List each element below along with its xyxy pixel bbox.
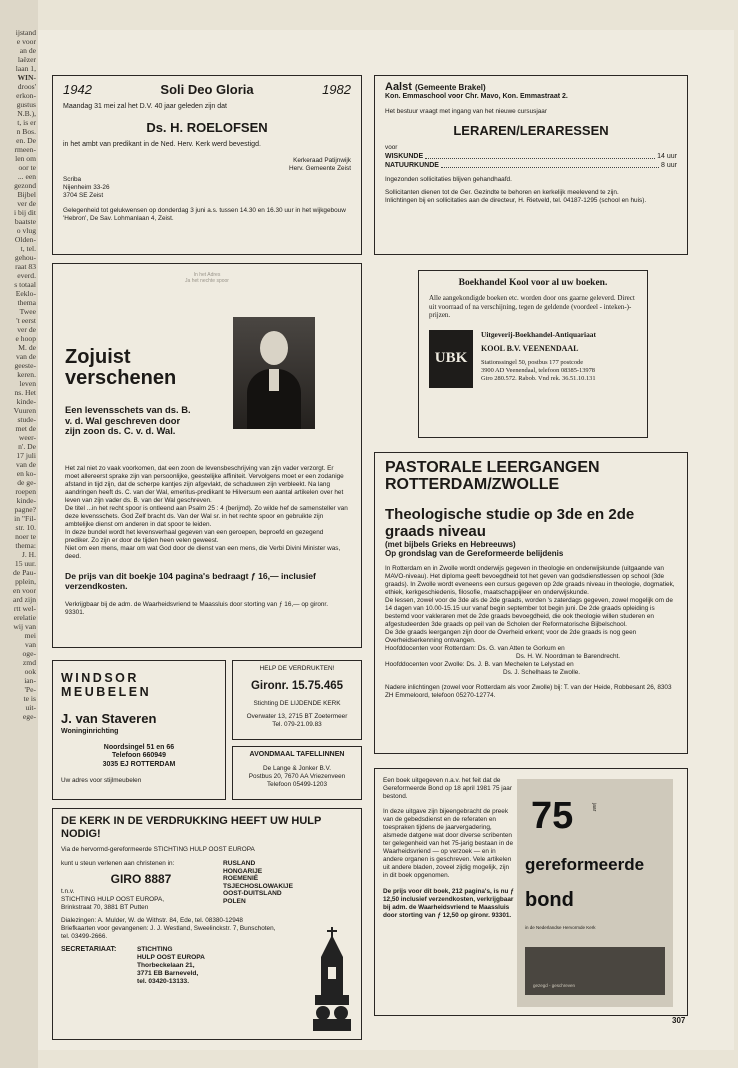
margin-line: erkon-: [16, 91, 36, 100]
margin-line: weer-: [18, 433, 36, 442]
avondmaal-title: AVONDMAAL TAFELLINNEN: [249, 751, 345, 758]
margin-line: in "Fil-: [14, 514, 36, 523]
margin-line: ns. Het: [14, 388, 36, 397]
secretariaat-label: SECRETARIAAT:: [61, 946, 117, 953]
margin-line: ver de: [17, 199, 36, 208]
bond-body: In deze uitgave zijn bijeengebracht de preek van de gebedsdienst en de referaten en toespraken tijdens de jaarvergadering, alsmede datgene wat door diverse scribenten ter gelegenheid van het 75-jarig bestaan in de Waarheidsvriend — op verzoek — en in andere organen is geschreven. Vele artikelen uit andere bladen, zoveel zijdig mogelijk, zijn in dit boek opgenomen.: [383, 808, 514, 879]
pastorale-sub2: (met bijbels Grieks en Hebreeuws): [385, 540, 516, 549]
pastorale-body: In Rotterdam en in Zwolle wordt onderwijs gegeven in theologie en onderwijskunde (uitgaande van MAVO-niveau). Het diploma geeft bevoegdheid tot het geven van godsdienstlessen op school (3de graads). In Zwolle wordt eveneens een cursus gegeven op 2de graads niveau in theologie, dogmatiek, ethiek, kerkgeschiedenis, filosofie, maatschappijleer en onderwijskunde. De lessen, zowel voor de 3de als de 2de graads, worden 's zaterdags gegeven, zowel mogelijk om de 14 dagen van 10.00-15.15 uur vanaf begin september tot begin juni. De 2de graads opleiding is bestemd voor vakleraren met de 2de graads bevoegdheid, die ook theologie willen studeren en afgestudeerden 3de graads op peil van de Scholen der Reformatorische Bijbelschool. De 3de graads leergangen zijn door de Overheid erkent; voor de 2de graads is nog geen Overheidserkenning ontvangen.: [385, 565, 675, 644]
margin-line: droos': [17, 82, 36, 91]
margin-line: stude-: [17, 415, 36, 424]
lijdende-giro: Gironr. 15.75.465: [250, 680, 344, 692]
lijdende-top: HELP DE VERDRUKTEN!: [259, 665, 335, 672]
hours-1: 14 uur: [657, 152, 677, 160]
hulp-oost-europa-ad: [52, 808, 362, 1040]
gereformeerde-bond-ad: [374, 768, 688, 1016]
margin-line: uit-: [25, 703, 36, 712]
margin-line: laëzer: [17, 55, 36, 64]
margin-line: o vlug: [16, 226, 36, 235]
cover-bottom: gezegd - geschreven: [533, 983, 576, 988]
margin-line: ijstand: [15, 28, 36, 37]
margin-line: 't eerst: [16, 316, 36, 325]
avondmaal-ad: [232, 746, 362, 800]
margin-line: i bij dit: [14, 208, 36, 217]
margin-line: Twee: [19, 307, 36, 316]
windsor-ad: [52, 660, 226, 800]
margin-line: an de: [19, 46, 36, 55]
margin-line: pplein,: [15, 577, 36, 586]
margin-line: n'. De: [18, 442, 36, 451]
margin-line: Bijbel: [17, 190, 36, 199]
hulp-giro: GIRO 8887: [110, 872, 172, 886]
margin-line: t, tel.: [20, 244, 36, 253]
margin-line: everd.: [17, 271, 36, 280]
margin-line: oor te: [18, 163, 36, 172]
aalst-school: Kon. Emmaschool voor Chr. Mavo, Kon. Emmastraat 2.: [385, 93, 568, 100]
faint-text-1: In het Adres: [193, 272, 221, 278]
zojuist-ad: [52, 263, 362, 648]
pastorale-footer: Nadere inlichtingen (zowel voor Rotterdam als voor Zwolle) bij: T. van der Heide, Robbesant 26, 8303 ZH Emmeloord, telefoon 05270-12774.: [385, 684, 672, 699]
aalst-p3: Inlichtingen bij en sollicitaties aan de directeur, H. Rietveld, tel. 04187-1295 (school en huis).: [385, 196, 647, 204]
hulp-dialezingen: Dialezingen: A. Mulder, W. de Withstr. 84, Ede, tel. 08380-12948: [61, 917, 243, 924]
docenten-zwolle-2: Ds. J. Schelhaas te Zwolle.: [503, 669, 581, 676]
faint-text-2: Ja het nechte spoor: [185, 278, 229, 284]
soli-footer: Gelegenheid tot gelukwensen op donderdag 3 juni a.s. tussen 14.30 en 16.30 uur in het wijkgebouw 'Hebron', De Sav. Lohmanlaan 4, Zeist.: [63, 207, 346, 223]
margin-line: 17 juli: [16, 451, 36, 460]
page-number: 307: [672, 1016, 686, 1025]
margin-line: kinde-: [16, 496, 36, 505]
year-right: 1982: [322, 82, 351, 97]
pastorale-ad: [374, 452, 688, 754]
church-icon: [309, 927, 355, 1031]
lijdende-addr: Overwater 13, 2715 BT Zoetermeer: [246, 713, 348, 720]
hulp-stichting: STICHTING HULP OOST EUROPA,: [61, 896, 164, 903]
aalst-voor: voor: [385, 143, 398, 151]
cover-line1: gereformeerde: [525, 855, 645, 874]
ubk-logo: UBK: [429, 330, 473, 388]
soli-addr2: Nijenheim 33-26: [63, 184, 110, 192]
country-item: POLEN: [223, 897, 246, 905]
kool-ad: [418, 270, 648, 438]
aalst-p2: Sollicitanten dienen tot de Ger. Gezindte te behoren en kerkelijk meelevend te zijn.: [385, 188, 619, 196]
margin-line: 'Pe-: [24, 685, 36, 694]
zojuist-order: Verkrijgbaar bij de adm. de Waarheidsvriend te Maassluis door storting van ƒ 16,— op gironr. 93301.: [65, 600, 328, 616]
margin-line: rmeen-: [14, 145, 36, 154]
avondmaal-l2: Postbus 20, 7670 AA Vriezenveen: [248, 773, 346, 780]
zojuist-body: Het zal niet zo vaak voorkomen, dat een zoon de levensbeschrijving van zijn vader verzorgt. Er moet allereerst sprake zijn van persoonlijke, geestelijke affiniteit. Vervolgens moet er een zodanige afstand in tijd zijn, dat de scherpe kantjes zijn afgevlakt, de schaduwen zijn verbleekt. Na lang aandringen heeft ds. C. van der Wal, emeritus-predikant te Hilversum een aantal artikelen over het leven van zijn vader ds. B. van der Wal geschreven. De titel ...in het recht spoor is ontleend aan Psalm 25 : 4 (berijmd). Zo wilde hef de samensteller van deze levensschets. God Zelf bracht ds. Van der Wal sr. in het rechte spoor en gebruikte zijn ambtelijke dienst om anderen in dat spoor te leiden. In deze bundel wordt het levensverhaal gegeven van een geroepen, beproefd en gezegend prediker. Zo zijn er door de tijden heen velen geweest. Niet om een mens, maar om wat God door de dienst van een mens, die Verbi Divini Minister was, deed.: [65, 464, 348, 560]
margin-line: met de: [15, 424, 36, 433]
cover-number: 75: [531, 795, 574, 837]
country-item: HONGARIJE: [223, 867, 263, 875]
margin-line: baatste: [14, 217, 36, 226]
margin-line: ook: [24, 667, 36, 676]
margin-line: M. de: [18, 343, 36, 352]
margin-line: ... een: [17, 172, 36, 181]
hulp-intro: Via de hervormd-gereformeerde STICHTING HULP OOST EUROPA: [61, 846, 255, 853]
country-item: TSJECHOSLOWAKIJE: [223, 882, 293, 890]
margin-line: en ko-: [16, 469, 36, 478]
margin-line: en. De: [16, 136, 36, 145]
aalst-ad: [374, 75, 688, 255]
margin-line: erelatie: [13, 613, 36, 622]
margin-line: J. H.: [21, 550, 36, 559]
countries-list: [223, 860, 293, 912]
margin-line: e hoop: [15, 334, 36, 343]
margin-line: geeste-: [14, 361, 36, 370]
kool-name: KOOL B.V. VEENENDAAL: [481, 343, 579, 353]
lijdende-stichting: Stichting DE LIJDENDE KERK: [253, 700, 341, 707]
kool-line1: Stationssingel 50, postbus 177 postcode: [481, 358, 584, 366]
margin-line: str. 10.: [15, 523, 36, 532]
margin-line: ian-: [24, 676, 36, 685]
margin-line: N.B.),: [17, 109, 36, 118]
margin-line: Eeklo-: [15, 289, 36, 298]
windsor-line2: MEUBELEN: [61, 685, 152, 699]
kool-heading: Boekhandel Kool voor al uw boeken.: [458, 278, 608, 288]
hulp-tnv: t.n.v.: [61, 888, 75, 895]
pastorale-subtitle: Theologische studie op 3de en 2de graads niveau: [385, 506, 635, 540]
secretariaat-line: 3771 EB Barneveld,: [137, 970, 199, 977]
aalst-intro: Het bestuur vraagt met ingang van het nieuwe cursusjaar: [385, 107, 547, 115]
soli-deo-gloria-ad: [52, 75, 362, 255]
margin-line: s totaal: [14, 280, 36, 289]
windsor-footer: Uw adres voor stijlmeubelen: [61, 777, 142, 785]
zojuist-title-2: verschenen: [65, 367, 177, 389]
docenten-zwolle: Hoofddocenten voor Zwolle: Ds. J. B. van Mechelen te Lelystad en: [385, 661, 574, 668]
margin-line: de ge-: [17, 478, 36, 487]
hulp-kunt: kunt u steun verlenen aan christenen in:: [61, 860, 175, 867]
windsor-addr2: Telefoon 660949: [112, 752, 166, 760]
aalst-heading: LERAREN/LERARESSEN: [453, 122, 609, 138]
margin-line: van de: [15, 460, 36, 469]
margin-line: te is: [23, 694, 36, 703]
hulp-briefkaarten: Briefkaarten voor gevangenen: J. J. Westland, Sweelinckstr. 7, Bunschoten, tel. 03499-2666.: [61, 925, 276, 940]
book-cover: [517, 779, 673, 1007]
kool-body: Alle aangekondigde boeken etc. worden door ons gaarne geleverd. Direct uit voorraad of na verschijning, tegen de geldende (voordeel - inteken-)-prijzen.: [429, 294, 635, 320]
avondmaal-l3: Telefoon 05499-1203: [266, 781, 328, 788]
margin-line: Vuuren: [13, 406, 36, 415]
bond-intro: Een boek uitgegeven n.a.v. het feit dat de Gereformeerde Bond op 18 april 1981 75 jaar bestond.: [383, 777, 512, 800]
soli-sign2: Herv. Gemeente Zeist: [288, 165, 351, 173]
margin-line: van de: [15, 352, 36, 361]
country-item: RUSLAND: [223, 860, 256, 867]
zojuist-subtitle: Een levensschets van ds. B. v. d. Wal geschreven door zijn zoon ds. C. v. d. Wal.: [65, 404, 191, 437]
margin-line: zmd: [22, 658, 36, 667]
pastorale-sub3: Op grondslag van de Gereformeerde belijdenis: [385, 549, 564, 558]
windsor-line1: WINDSOR: [61, 671, 139, 685]
hulp-title: DE KERK IN DE VERDRUKKING HEEFT UW HULP NODIG!: [61, 815, 322, 840]
subject-1: WISKUNDE: [385, 152, 424, 160]
windsor-addr3: 3035 EJ ROTTERDAM: [102, 760, 176, 768]
margin-line: keren.: [17, 370, 36, 379]
zojuist-title-1: Zojuist: [65, 346, 131, 368]
secretariaat-line: Thorbeckelaan 21,: [137, 962, 195, 969]
windsor-sub: Woninginrichting: [61, 728, 119, 735]
year-left: 1942: [63, 82, 92, 97]
margin-line: gustus: [16, 100, 36, 109]
margin-line: Olden-: [14, 235, 36, 244]
prev-page-margin: [0, 28, 36, 1038]
margin-line: kinde-: [16, 397, 36, 406]
margin-line: van: [25, 640, 36, 649]
country-item: OOST-DUITSLAND: [223, 890, 282, 898]
docenten-rotterdam-2: Ds. H. W. Noordman te Barendrecht.: [516, 653, 621, 660]
avondmaal-l1: De Lange & Jonker B.V.: [263, 765, 331, 772]
margin-line: rtt wel-: [13, 604, 36, 613]
lijdende-kerk-ad: [232, 660, 362, 740]
margin-line: ard zijn: [13, 595, 36, 604]
soli-line2: in het ambt van predikant in de Ned. Herv. Kerk werd bevestigd.: [63, 140, 261, 148]
secretariaat-line: STICHTING: [137, 946, 173, 953]
aalst-title: Aalst: [385, 81, 412, 93]
kool-publisher: Uitgeverij-Boekhandel-Antiquariaat: [481, 329, 596, 339]
margin-line: wij van: [13, 622, 36, 631]
soli-addr1: Scriba: [63, 176, 82, 184]
pastorale-title: PASTORALE LEERGANGEN ROTTERDAM/ZWOLLE: [385, 459, 600, 493]
margin-line: gezond: [14, 181, 36, 190]
windsor-name: J. van Staveren: [61, 711, 157, 726]
soli-title: Soli Deo Gloria: [160, 82, 254, 97]
secretariaat-line: tel. 03420-13133.: [137, 978, 190, 985]
margin-line: noer te: [15, 532, 36, 541]
margin-line: pagne?: [14, 505, 36, 514]
margin-line: oge-: [22, 649, 36, 658]
aalst-p1: Ingezonden sollicitaties blijven gehandhaafd.: [385, 175, 512, 183]
lijdende-tel: Tel. 079-21.09.83: [272, 721, 322, 728]
cover-jaar: jaar: [591, 803, 597, 812]
bond-price: De prijs voor dit boek, 212 pagina's, is nu ƒ 12,50 inclusief verzendkosten, verkrijgbaar bij adm. de Waarheidsvriend te Maassluis door storting van ƒ 12,50 op gironr. 93301.: [383, 888, 514, 919]
soli-addr3: 3704 SE Zeist: [63, 192, 104, 200]
soli-sign1: Kerkeraad Patijnwijk: [293, 157, 351, 165]
secretariaat-line: HULP OOST EUROPA: [137, 954, 205, 961]
portrait-photo: [233, 317, 315, 429]
margin-line: thema: [17, 298, 36, 307]
docenten-rotterdam: Hoofddocenten voor Rotterdam: Ds. G. van Atten te Gorkum en: [385, 645, 565, 652]
margin-line: 15 uur.: [14, 559, 36, 568]
margin-line: gehou-: [14, 253, 36, 262]
margin-line: ver de: [17, 325, 36, 334]
soli-name: Ds. H. ROELOFSEN: [146, 119, 268, 135]
cover-line2: bond: [525, 889, 574, 911]
margin-line: len om: [15, 154, 36, 163]
secretariaat-address: [137, 946, 205, 986]
margin-line: roepen: [15, 487, 36, 496]
margin-line: de Pau-: [13, 568, 36, 577]
margin-line: n Bos.: [16, 127, 36, 136]
subject-2: NATUURKUNDE: [385, 161, 439, 169]
margin-line: e voor: [16, 37, 36, 46]
country-item: ROEMENIË: [223, 875, 259, 883]
margin-line: raat 83: [15, 262, 36, 271]
aalst-subtitle: (Gemeente Brakel): [414, 83, 486, 92]
margin-line: t, is er: [17, 118, 36, 127]
margin-line: ege-: [22, 712, 36, 721]
kool-line3: Giro 280.572. Rabob. Vnd rek. 36.51.10.131: [481, 374, 596, 382]
kool-line2: 3900 AD Veenendaal, telefoon 08385-13978: [481, 366, 595, 374]
cover-line3: in de Nederlandse Hervormde Kerk: [525, 925, 596, 930]
margin-line: en voor: [13, 586, 36, 595]
margin-line: laan 1,: [15, 64, 36, 73]
hulp-addr: Brinkstraat 70, 3881 BT Putten: [61, 904, 149, 911]
margin-line: leven: [19, 379, 36, 388]
soli-intro: Maandag 31 mei zal het D.V. 40 jaar geleden zijn dat: [63, 103, 227, 110]
margin-line: thema:: [15, 541, 36, 550]
hours-2: 8 uur: [661, 161, 677, 169]
zojuist-price: De prijs van dit boekje 104 pagina's bedraagt ƒ 16,— inclusief verzendkosten.: [65, 570, 316, 591]
windsor-addr1: Noordsingel 51 en 66: [103, 744, 175, 751]
margin-line: WIN-: [17, 73, 36, 82]
margin-line: mei: [24, 631, 36, 640]
